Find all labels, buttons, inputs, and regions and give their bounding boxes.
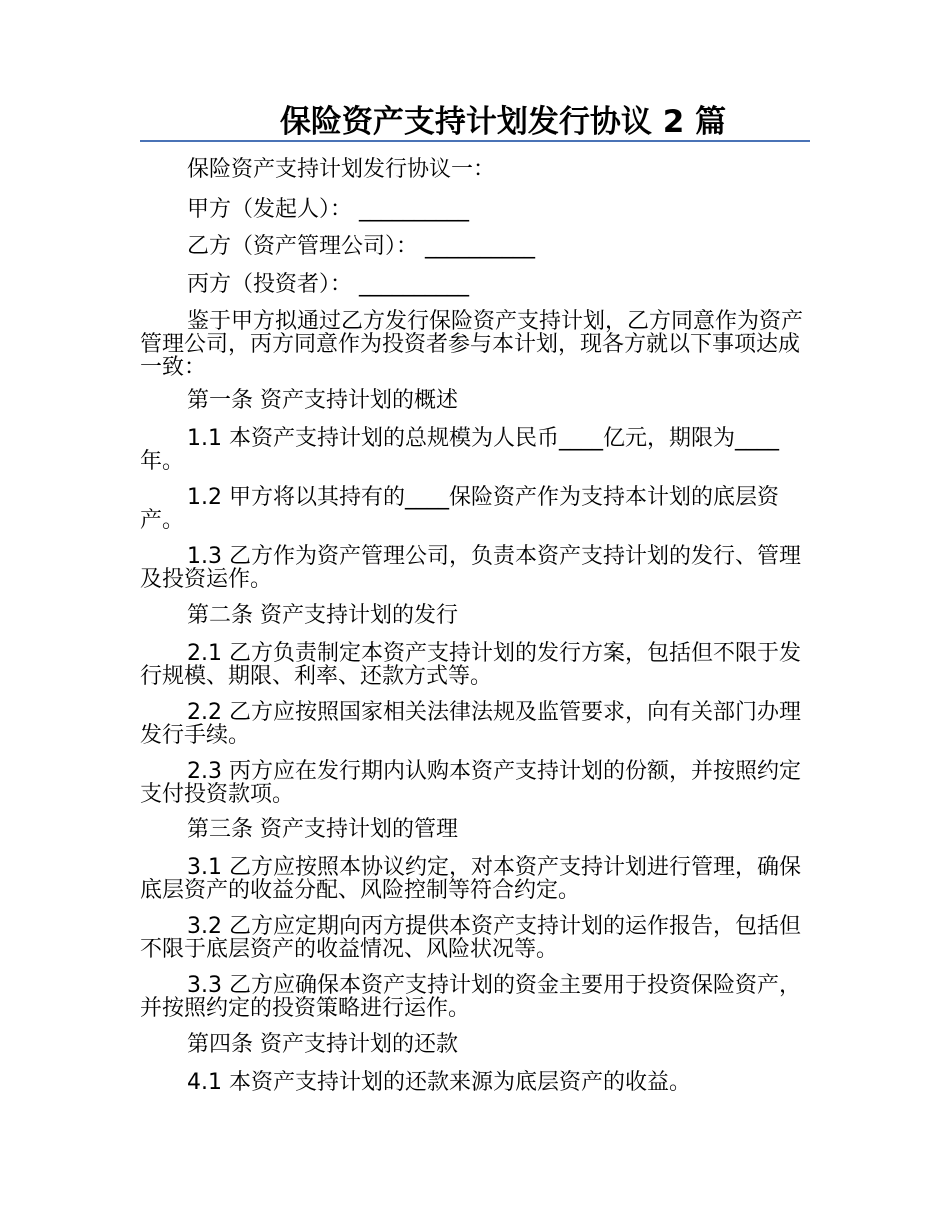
clause: 2.2 乙方应按照国家相关法律法规及监管要求，向有关部门办理发行手续。	[140, 700, 801, 748]
clause: 1.1 本资产支持计划的总规模为人民币____亿元，期限为____年。	[140, 426, 779, 474]
section-heading: 第一条 资产支持计划的概述	[187, 388, 458, 413]
party-b: 乙方（资产管理公司）： __________	[187, 234, 535, 259]
clause: 1.2 甲方将以其持有的____保险资产作为支持本计划的底层资产。	[140, 485, 779, 533]
party-c: 丙方（投资者）： __________	[187, 272, 469, 297]
section-heading: 第二条 资产支持计划的发行	[187, 603, 458, 628]
clause: 3.1 乙方应按照本协议约定，对本资产支持计划进行管理，确保底层资产的收益分配、风险控制等符合约定。	[140, 855, 801, 903]
agreement-subtitle: 保险资产支持计划发行协议一：	[187, 157, 496, 182]
clause: 3.2 乙方应定期向丙方提供本资产支持计划的运作报告，包括但不限于底层资产的收益情况、风险状况等。	[140, 914, 801, 962]
document-title: 保险资产支持计划发行协议 2 篇	[140, 102, 810, 142]
clause: 2.1 乙方负责制定本资产支持计划的发行方案，包括但不限于发行规模、期限、利率、还款方式等。	[140, 641, 801, 689]
section-heading: 第四条 资产支持计划的还款	[187, 1032, 458, 1057]
clause: 1.3 乙方作为资产管理公司，负责本资产支持计划的发行、管理及投资运作。	[140, 544, 801, 592]
section-heading: 第三条 资产支持计划的管理	[187, 817, 458, 842]
party-a: 甲方（发起人）： __________	[187, 197, 469, 222]
clause: 3.3 乙方应确保本资产支持计划的资金主要用于投资保险资产，并按照约定的投资策略进行运作。	[140, 973, 801, 1021]
clause: 2.3 丙方应在发行期内认购本资产支持计划的份额，并按照约定支付投资款项。	[140, 759, 801, 807]
preamble: 鉴于甲方拟通过乙方发行保险资产支持计划，乙方同意作为资产管理公司，丙方同意作为投资者参与本计划，现各方就以下事项达成一致：	[140, 309, 804, 380]
clause: 4.1 本资产支持计划的还款来源为底层资产的收益。	[187, 1070, 691, 1095]
